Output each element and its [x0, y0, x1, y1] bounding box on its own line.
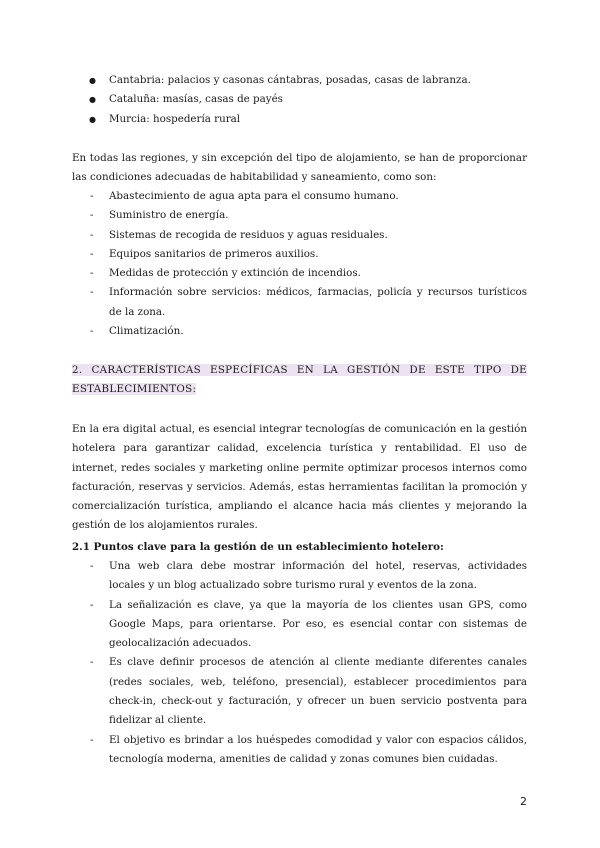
- page-number: 2: [520, 795, 527, 808]
- list-item: ● Cataluña: masías, casas de payés: [88, 90, 538, 109]
- list-item: ● Cantabria: palacios y casonas cántabras, posadas, casas de labranza.: [88, 71, 538, 90]
- list-item: - Abastecimiento de agua apta para el consumo humano.: [88, 187, 527, 206]
- section-heading: [72, 361, 527, 400]
- list-item: - Suministro de energía.: [88, 206, 527, 225]
- digital-paragraph: En la era digital actual, es esencial integrar tecnologías de comunicación en la gestión hotelera para garantizar calidad, excelencia turística y rentabilidad. El uso de internet, redes sociales y marketing online permite optimizar procesos internos como facturación, reservas y servicios. Además, estas herramientas facilitan la promoción y comercialización turística, ampliando el alcance hacia más clientes y mejorando la gestión de los alojamientos rurales.: [72, 423, 527, 532]
- list-item: - La señalización es clave, ya que la mayoría de los clientes usan GPS, como Google Maps, para orientarse. Por eso, es esencial contar con sistemas de geolocalización adecuados.: [88, 596, 527, 654]
- subheading: 2.1 Puntos clave para la gestión de un establecimiento hotelero:: [72, 541, 444, 553]
- regions-list: [88, 71, 538, 129]
- conditions-intro: En todas las regiones, y sin excepción del tipo de alojamiento, se han de proporcionar las condiciones adecuadas de habitabilidad y saneamiento, como son:: [72, 152, 527, 184]
- list-item: - Equipos sanitarios de primeros auxilios.: [88, 245, 527, 264]
- list-item: - Es clave definir procesos de atención al cliente mediante diferentes canales (redes sociales, web, teléfono, presencial), establecer procedimientos para check-in, check-out y facturación, y ofrecer un buen servicio postventa para fidelizar al cliente.: [88, 653, 527, 730]
- conditions-list: [88, 187, 527, 341]
- list-item: - Medidas de protección y extinción de incendios.: [88, 264, 527, 283]
- list-item: - Una web clara debe mostrar información del hotel, reservas, actividades locales y un blog actualizado sobre turismo rural y eventos de la zona.: [88, 557, 527, 596]
- list-item: - El objetivo es brindar a los huéspedes comodidad y valor con espacios cálidos, tecnología moderna, amenities de calidad y zonas comunes bien cuidadas.: [88, 731, 527, 770]
- list-item: - Información sobre servicios: médicos, farmacias, policía y recursos turísticos de la zona.: [88, 283, 527, 322]
- section-heading-text: 2. CARACTERÍSTICAS ESPECÍFICAS EN LA GESTIÓN DE ESTE TIPO DE ESTABLECIMIENTOS:: [72, 364, 527, 396]
- list-item: - Climatización.: [88, 322, 527, 341]
- list-item: - Sistemas de recogida de residuos y aguas residuales.: [88, 226, 527, 245]
- key-points-list: [88, 557, 527, 769]
- list-item: ● Murcia: hospedería rural: [88, 110, 538, 129]
